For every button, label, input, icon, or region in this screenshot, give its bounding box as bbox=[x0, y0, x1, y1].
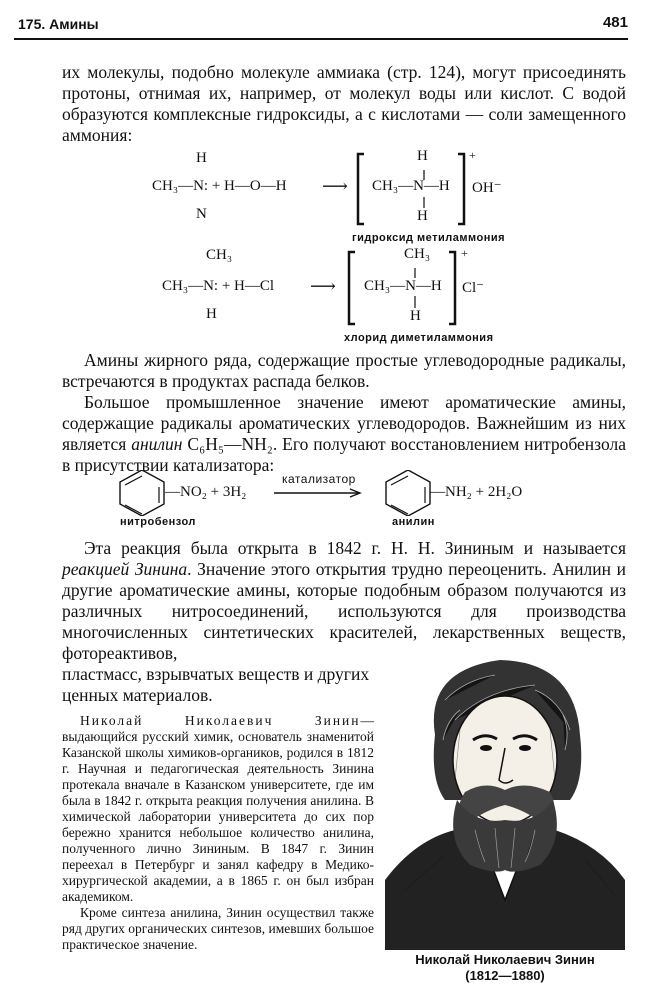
p3-text-a: Большое промышленное значение имеют ароматические амины, содержащие радикалы ароматических углеводородов. Важнейшим из них является bbox=[62, 392, 626, 454]
r3-reactant: —NO₂ + 3H₂ bbox=[165, 484, 247, 500]
bio-text-2: Кроме синтеза анилина, Зинин осуществил также ряд других органических синтезов, имевших большое практическое значение. bbox=[62, 905, 374, 952]
paragraph-aniline bbox=[62, 392, 626, 476]
portrait-caption bbox=[385, 952, 625, 984]
r2-caption: хлорид диметиламмония bbox=[344, 332, 494, 344]
paragraph-amines-text: Амины жирного ряда, содержащие простые углеводородные радикалы, встречаются в продуктах распада белков. bbox=[62, 350, 626, 391]
r1-left-top: H bbox=[196, 150, 207, 166]
p4-text-a: Эта реакция была открыта в 1842 г. Н. Н. Зининым и называется bbox=[84, 538, 626, 558]
p3-formula: C₆H₅—NH₂ bbox=[182, 434, 273, 454]
p3-text-b: . Его получают восстановлением нитробензола в присутствии катализатора: bbox=[62, 434, 626, 475]
r3-product-caption: анилин bbox=[392, 516, 435, 528]
r1-arrow: ⟶ bbox=[322, 176, 348, 196]
r2-left-bottom: H bbox=[206, 306, 217, 322]
p3-italic: анилин bbox=[131, 434, 183, 454]
biography bbox=[62, 713, 374, 953]
r1-product-bottom: H bbox=[417, 208, 428, 224]
p4-text-b: . Значение этого открытия трудно переоценить. Анилин и другие ароматические амины, которые подобным образом получаются из различных нитросоединений, используются для производства многочисленных синтетических красителей, лекарственных веществ, фотореактивов, bbox=[62, 559, 626, 663]
paragraph-zinin-tail: пластмасс, взрывчатых веществ и других ценных материалов. bbox=[62, 664, 370, 705]
r2-charge: + bbox=[461, 246, 468, 260]
benzene-ring-2 bbox=[378, 470, 438, 516]
r3-arrow bbox=[272, 486, 364, 500]
r1-charge: + bbox=[469, 148, 476, 162]
bio-text: — выдающийся русский химик, основатель знаменитой Казанской школы химиков-органиков, родился в 1812 г. Научная и педагогическая деятельность Зинина протекала вначале в Казанском университете, где им была в 1842 г. открыта реакция получения анилина. В химической лаборатории университета до сих пор бережно хранится небольшое количество анилина, полученного лично Зининым. В 1847 г. Зинин переехал в Петербург и занял кафедру в Медико-хирургической академии, а в 1865 г. он был избран академиком. bbox=[62, 713, 374, 904]
bio-name: Николай Николаевич Зинин bbox=[80, 713, 361, 728]
chapter-title: 175. Амины bbox=[18, 16, 99, 32]
page-number: 481 bbox=[602, 14, 628, 31]
intro-paragraph: их молекулы, подобно молекуле аммиака (стр. 124), могут присоединять протоны, отнимая их, например, от молекул воды или кислот. С водой образуются комплексные гидроксиды, а с кислотами — соли замещенного аммония: bbox=[62, 62, 626, 145]
r1-caption: гидроксид метиламмония bbox=[352, 232, 506, 244]
r3-reactant-caption: нитробензол bbox=[120, 516, 196, 528]
r2-arrow: ⟶ bbox=[310, 276, 336, 296]
r1-anion: OH⁻ bbox=[472, 180, 502, 196]
r2-product: CH₃—N—H bbox=[364, 278, 442, 294]
zinin-portrait bbox=[385, 640, 625, 950]
portrait-caption-name: Николай Николаевич Зинин bbox=[415, 952, 595, 967]
r3-product: —NH₂ + 2H₂O bbox=[430, 484, 523, 500]
portrait-caption-years: (1812—1880) bbox=[465, 968, 545, 983]
r3-arrow-label: катализатор bbox=[282, 472, 356, 486]
p4-italic: реакцией Зинина bbox=[62, 559, 188, 579]
r2-left: CH₃—N: + H—Cl bbox=[162, 278, 275, 294]
r1-left: CH₃—N: + H—O—H bbox=[152, 178, 287, 194]
r1-product: CH₃—N—H bbox=[372, 178, 450, 194]
r1-left-bottom: N bbox=[196, 206, 207, 222]
paragraph-amines bbox=[62, 350, 626, 392]
r2-product-bottom: H bbox=[410, 308, 421, 324]
r2-anion: Cl⁻ bbox=[462, 280, 485, 296]
r1-product-top: H bbox=[417, 148, 428, 164]
page-header bbox=[14, 14, 628, 40]
benzene-ring-1 bbox=[112, 470, 172, 516]
r2-left-top: CH₃ bbox=[206, 247, 233, 263]
r2-product-top: CH₃ bbox=[404, 246, 431, 262]
